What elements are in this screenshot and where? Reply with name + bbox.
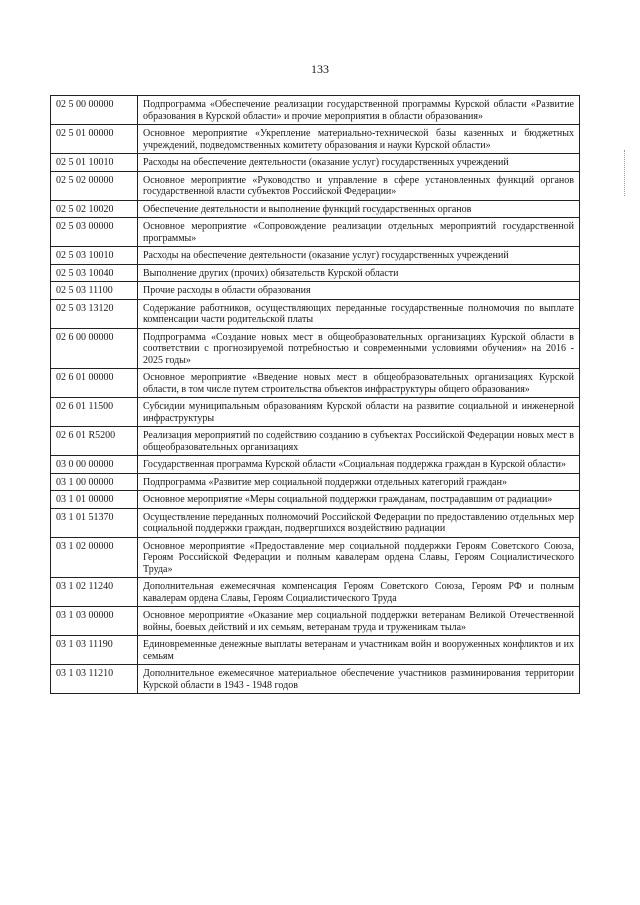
table-row — [51, 607, 580, 636]
table-row — [51, 491, 580, 509]
budget-code-cell: 03 1 01 51370 — [51, 508, 138, 537]
budget-code-cell: 02 5 03 10010 — [51, 247, 138, 265]
expense-description-cell: Основное мероприятие «Сопровождение реализации отдельных мероприятий государственной программы» — [138, 218, 580, 247]
budget-code-cell: 03 1 02 11240 — [51, 578, 138, 607]
budget-code-cell: 02 6 01 11500 — [51, 398, 138, 427]
budget-code-cell: 02 5 01 00000 — [51, 125, 138, 154]
expense-description-cell: Расходы на обеспечение деятельности (оказание услуг) государственных учреждений — [138, 247, 580, 265]
expense-description-cell: Дополнительная ежемесячная компенсация Героям Советского Союза, Героям РФ и полным кавалерам ордена Славы, Героям Социалистического Труда — [138, 578, 580, 607]
budget-code-cell: 02 5 03 11100 — [51, 282, 138, 300]
expense-description-cell: Основное мероприятие «Предоставление мер социальной поддержки Героям Советского Союза, Героям Российской Федерации и полным кавалерам ордена Славы, Героям Социалистического Труда» — [138, 537, 580, 578]
table-row — [51, 508, 580, 537]
expense-description-cell: Подпрограмма «Обеспечение реализации государственной программы Курской области «Развитие образования в Курской области» и прочие мероприятия в области образования» — [138, 96, 580, 125]
budget-code-cell: 02 5 03 10040 — [51, 264, 138, 282]
table-row — [51, 369, 580, 398]
expense-description-cell: Основное мероприятие «Руководство и управление в сфере установленных функций органов государственной власти субъектов Российской Федерации» — [138, 171, 580, 200]
expense-description-cell: Основное мероприятие «Введение новых мест в общеобразовательных организациях Курской области, в том числе путем строительства объектов инфраструктуры общего образования» — [138, 369, 580, 398]
table-row — [51, 328, 580, 369]
budget-code-cell: 02 5 00 00000 — [51, 96, 138, 125]
expense-description-cell: Расходы на обеспечение деятельности (оказание услуг) государственных учреждений — [138, 154, 580, 172]
budget-code-cell: 02 5 03 00000 — [51, 218, 138, 247]
scan-margin-mark — [624, 150, 626, 196]
expense-description-cell: Подпрограмма «Создание новых мест в общеобразовательных организациях Курской области в соответствии с прогнозируемой потребностью и современными условиями обучения» на 2016 - 2025 годы» — [138, 328, 580, 369]
table-row — [51, 537, 580, 578]
expense-description-cell: Основное мероприятие «Меры социальной поддержки гражданам, пострадавшим от радиации» — [138, 491, 580, 509]
table-row — [51, 578, 580, 607]
table-row — [51, 247, 580, 265]
table-row — [51, 125, 580, 154]
table-row — [51, 264, 580, 282]
page-number: 133 — [311, 62, 329, 76]
table-row — [51, 665, 580, 694]
budget-code-cell: 03 1 03 11210 — [51, 665, 138, 694]
budget-code-cell: 02 5 03 13120 — [51, 299, 138, 328]
table-row — [51, 473, 580, 491]
expense-description-cell: Основное мероприятие «Оказание мер социальной поддержки ветеранам Великой Отечественной войны, боевых действий и их семьям, ветеранам труда и труженикам тыла» — [138, 607, 580, 636]
table-row — [51, 96, 580, 125]
budget-code-cell: 02 6 01 R5200 — [51, 427, 138, 456]
expense-description-cell: Прочие расходы в области образования — [138, 282, 580, 300]
expense-description-cell: Содержание работников, осуществляющих переданные государственные полномочия по выплате компенсации части родительской платы — [138, 299, 580, 328]
table-row — [51, 398, 580, 427]
expense-description-cell: Субсидии муниципальным образованиям Курской области на развитие социальной и инженерной инфраструктуры — [138, 398, 580, 427]
budget-code-cell: 02 6 00 00000 — [51, 328, 138, 369]
table-row — [51, 154, 580, 172]
expense-description-cell: Государственная программа Курской области «Социальная поддержка граждан в Курской области» — [138, 456, 580, 474]
expense-description-cell: Обеспечение деятельности и выполнение функций государственных органов — [138, 200, 580, 218]
budget-code-cell: 02 5 01 10010 — [51, 154, 138, 172]
expense-description-cell: Основное мероприятие «Укрепление материально-технической базы казенных и бюджетных учреждений, подведомственных комитету образования и науки Курской области» — [138, 125, 580, 154]
budget-code-cell: 02 5 02 10020 — [51, 200, 138, 218]
budget-code-cell: 03 1 02 00000 — [51, 537, 138, 578]
table-row — [51, 456, 580, 474]
table-row — [51, 299, 580, 328]
budget-code-cell: 03 1 00 00000 — [51, 473, 138, 491]
table-row — [51, 636, 580, 665]
expense-description-cell: Единовременные денежные выплаты ветеранам и участникам войн и вооруженных конфликтов и их семьям — [138, 636, 580, 665]
budget-code-cell: 03 1 03 00000 — [51, 607, 138, 636]
table-row — [51, 200, 580, 218]
table-row — [51, 218, 580, 247]
budget-code-cell: 03 0 00 00000 — [51, 456, 138, 474]
budget-code-cell: 03 1 01 00000 — [51, 491, 138, 509]
budget-classification-table — [50, 95, 580, 694]
table-row — [51, 427, 580, 456]
table-row — [51, 171, 580, 200]
expense-description-cell: Дополнительное ежемесячное материальное обеспечение участников разминирования территории Курской области в 1943 - 1948 годов — [138, 665, 580, 694]
budget-code-cell: 02 5 02 00000 — [51, 171, 138, 200]
budget-code-cell: 02 6 01 00000 — [51, 369, 138, 398]
table-row — [51, 282, 580, 300]
expense-description-cell: Подпрограмма «Развитие мер социальной поддержки отдельных категорий граждан» — [138, 473, 580, 491]
expense-description-cell: Осуществление переданных полномочий Российской Федерации по предоставлению отдельных мер социальной поддержки граждан, подвергшихся воздействию радиации — [138, 508, 580, 537]
budget-code-cell: 03 1 03 11190 — [51, 636, 138, 665]
expense-description-cell: Выполнение других (прочих) обязательств Курской области — [138, 264, 580, 282]
expense-description-cell: Реализация мероприятий по содействию созданию в субъектах Российской Федерации новых мест в общеобразовательных организациях — [138, 427, 580, 456]
